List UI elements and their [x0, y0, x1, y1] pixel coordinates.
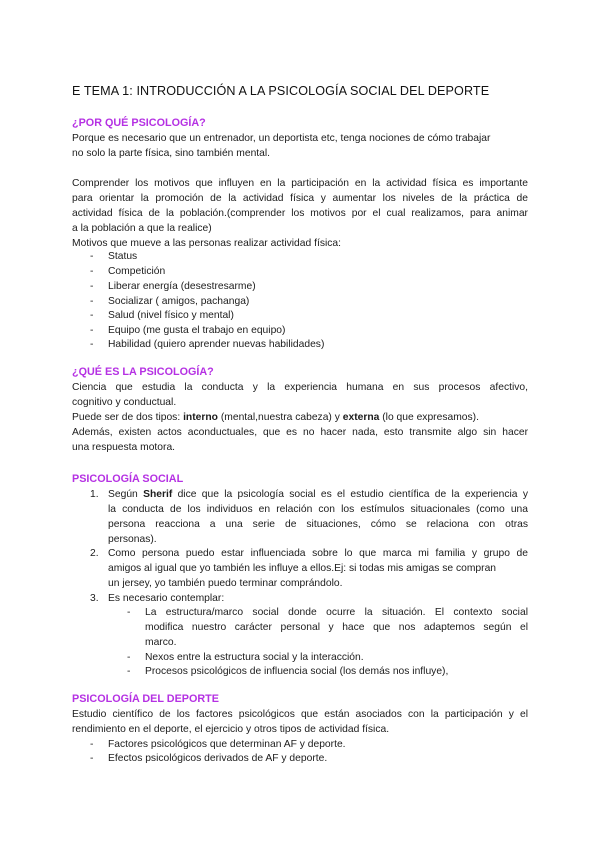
document-page: E TEMA 1: INTRODUCCIÓN A LA PSICOLOGÍA SOCIAL DEL DEPORTE ¿POR QUÉ PSICOLOGÍA? Porque es necesario que un entrenador, un deportista etc, tenga nociones de cómo trabajar no solo la parte física, sino también mental. Comprender los motivos que influyen en la participación en la actividad física es importante para orientar la promoción de la actividad física y aumentar los niveles de la práctica de actividad física de la población.(comprender los motivos por el cual realizamos, para animar a la población a que la realice) Motivos que mueve a las personas realizar actividad física: - Status - Competición - Liberar energía (desestresarme) - Socializar ( amigos, pachanga) - Salud (nivel físico y mental) - Equipo (me gusta el trabajo en equipo) - Habilidad (quiero aprender nuevas habilidades) ¿QUÉ ES LA PSICOLOGÍA? Ciencia que estudia la conducta y la experiencia humana en sus procesos afectivo, cognitivo y conductual. Puede ser de dos tipos: interno (mental,nuestra cabeza) y externa (lo que expresamos). Además, existen actos aconductuales, que es no hacer nada, esto transmite algo sin hacer una respuesta motora. PSICOLOGÍA SOCIAL 1. Según Sherif dice que la psicología social es el estudio científica de la experiencia y la conducta de los individuos en relación con los estímulos situacionales (como una persona reacciona a una serie de situaciones, cómo se relaciona con otras personas). 2. Como persona puedo estar influenciada sobre lo que marca mi familia y grupo de amigos al igual que yo también les influye a ellos.Ej: si todas mis amigas se compran un jersey, yo también puedo terminar comprándolo. 3. Es necesario contemplar: - La estructura/marco social donde ocurre la situación. El contexto social modifica nuestro carácter personal y hace que nos adaptemos según el marco. - Nexos entre la estructura social y la interacción. - Procesos psicológicos de influencia social (los demás nos influye), PSICOLOGÍA DEL DEPORTE Estudio científico de los factores psicológicos que están asociados con la participación y el rendimiento en el deporte, el ejercicio y otros tipos de actividad física. - Factores psicológicos que determinan AF y deporte. - Efectos psicológicos derivados de AF y deporte.	[72, 84, 528, 764]
text-line: Porque es necesario que un entrenador, un deportista etc, tenga nociones de cómo trabajar	[72, 133, 491, 144]
list-item: Salud (nivel físico y mental)	[108, 310, 234, 321]
text-line: persona reacciona a una serie de situaciones, cómo se relaciona con otras	[108, 519, 528, 530]
list-number: 3.	[90, 593, 99, 604]
text-line: modifica nuestro carácter personal y hace que nos adaptemos según el	[145, 622, 528, 633]
text-line: para orientar la promoción de la actividad física y aumentar los niveles de la práctica de	[72, 193, 528, 204]
list-item: Efectos psicológicos derivados de AF y deporte.	[108, 753, 328, 764]
text-line: Según Sherif dice que la psicología social es el estudio científica de la experiencia y	[108, 489, 528, 500]
text-line: Puede ser de dos tipos: interno (mental,nuestra cabeza) y externa (lo que expresamos).	[72, 412, 479, 423]
text-line: cognitivo y conductual.	[72, 397, 177, 408]
list-item: Liberar energía (desestresarme)	[108, 281, 256, 292]
text-line: una respuesta motora.	[72, 442, 176, 453]
text-line: Como persona puedo estar influenciada sobre lo que marca mi familia y grupo de	[108, 548, 528, 559]
heading-por-que-psicologia: ¿POR QUÉ PSICOLOGÍA?	[72, 117, 206, 129]
list-item: Socializar ( amigos, pachanga)	[108, 296, 250, 307]
list-item: Habilidad (quiero aprender nuevas habilidades)	[108, 339, 325, 350]
heading-psicologia-deporte: PSICOLOGÍA DEL DEPORTE	[72, 693, 219, 705]
text-line: rendimiento en el deporte, el ejercicio y otros tipos de actividad física.	[72, 724, 390, 735]
heading-que-es-psicologia: ¿QUÉ ES LA PSICOLOGÍA?	[72, 366, 214, 378]
text-line: un jersey, yo también puedo terminar comprándolo.	[108, 578, 343, 589]
text-line: la conducta de los individuos en relación con los estímulos situacionales (como una	[108, 504, 528, 515]
list-item: Competición	[108, 266, 166, 277]
sub-list-item: Nexos entre la estructura social y la interacción.	[145, 652, 364, 663]
heading-psicologia-social: PSICOLOGÍA SOCIAL	[72, 473, 184, 485]
text-line: actividad física de la población.(comprender los motivos por el cual realizamos, para animar	[72, 208, 528, 219]
text-line: a la población a que la realice)	[72, 223, 212, 234]
text-line: Además, existen actos aconductuales, que es no hacer nada, esto transmite algo sin hacer	[72, 427, 528, 438]
text-line: no solo la parte física, sino también mental.	[72, 148, 271, 159]
list-item: Factores psicológicos que determinan AF y deporte.	[108, 739, 346, 750]
text-line: personas).	[108, 534, 157, 545]
list-item: Es necesario contemplar:	[108, 593, 225, 604]
list-item	[108, 546, 528, 591]
text-line: Ciencia que estudia la conducta y la experiencia humana en sus procesos afectivo,	[72, 382, 528, 393]
paragraph-definicion	[72, 380, 528, 455]
list-number: 1.	[90, 489, 99, 500]
text-line: La estructura/marco social donde ocurre la situación. El contexto social	[145, 607, 528, 618]
list-item: Status	[108, 251, 138, 262]
list-number: 2.	[90, 548, 99, 559]
paragraph-deporte	[72, 707, 528, 737]
list-item	[108, 487, 528, 547]
paragraph-motivos	[72, 176, 528, 251]
text-line: Motivos que mueve a las personas realizar actividad física:	[72, 238, 341, 249]
page-title: E TEMA 1: INTRODUCCIÓN A LA PSICOLOGÍA SOCIAL DEL DEPORTE	[72, 84, 490, 98]
text-line: Comprender los motivos que influyen en la participación en la actividad física es importante	[72, 178, 528, 189]
paragraph-intro	[72, 131, 528, 161]
bold-term: Sherif	[143, 489, 173, 500]
bold-term: externa	[342, 412, 380, 423]
sub-list-item: Procesos psicológicos de influencia social (los demás nos influye),	[145, 666, 449, 677]
text-line: amigos al igual que yo también les influye a ellos.Ej: si todas mis amigas se compran	[108, 563, 497, 574]
list-item: Equipo (me gusta el trabajo en equipo)	[108, 325, 286, 336]
text-line: Estudio científico de los factores psicológicos que están asociados con la participación y el	[72, 709, 528, 720]
bold-term: interno	[183, 412, 218, 423]
text-line: marco.	[145, 637, 177, 648]
sub-list-item	[145, 605, 528, 650]
